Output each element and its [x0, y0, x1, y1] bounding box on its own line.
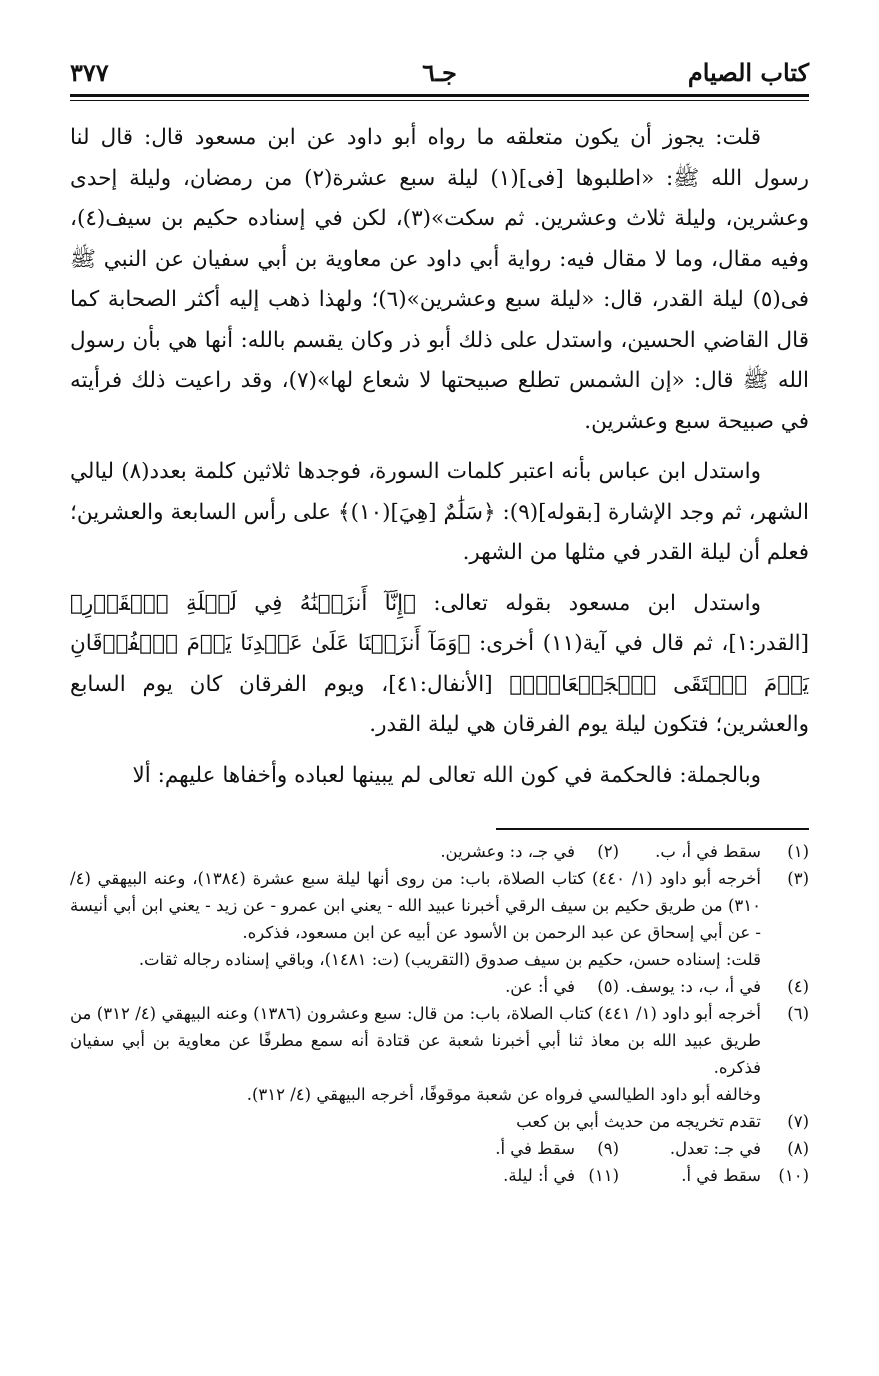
footnote-7: [70, 1108, 809, 1135]
footnote-row-1-2: [70, 838, 809, 865]
footnote-number: (١٠): [778, 1166, 809, 1185]
footnote-3: [70, 865, 809, 946]
footnote-text: سقط في أ.: [495, 1139, 575, 1158]
footnote-text: سقط في أ، ب.: [655, 842, 761, 861]
footnote-number: (٣): [787, 869, 809, 888]
footnote-2: [440, 838, 619, 865]
footnote-text: في أ: ليلة.: [503, 1166, 575, 1185]
footnote-3-comment: [70, 946, 809, 973]
footnote-separator: [496, 828, 809, 830]
footnote-number: (٦): [787, 1004, 809, 1023]
footnote-text: تقدم تخريجه من حديث أبي بن كعب: [516, 1112, 761, 1131]
running-title: كتاب الصيام: [687, 58, 809, 87]
footnote-6-comment: [70, 1081, 809, 1108]
page-number: ٣٧٧: [70, 58, 109, 87]
footnote-number: (١١): [588, 1166, 619, 1185]
footnote-1: [619, 838, 809, 865]
footnote-number: (٢): [597, 842, 619, 861]
footnote-5: [505, 973, 619, 1000]
header-rule-thin: [70, 100, 809, 101]
footnote-number: (٥): [597, 977, 619, 996]
footnote-text: أخرجه أبو داود (١/ ٤٤١) كتاب الصلاة، باب: من قال: سبع وعشرون (١٣٨٦) وعنه البيهقي (٤/ ٣١٢) من طريق عبيد الله بن معاذ ثنا أبي أخبرنا شعبة عن قتادة أنه سمع مطرفًا عن معاوية بن أبي سفيان فذكره.: [70, 1004, 761, 1077]
footnote-number: (٧): [787, 1112, 809, 1131]
paragraph-2: واستدل ابن عباس بأنه اعتبر كلمات السورة، فوجدها ثلاثين كلمة بعدد(٨) ليالي الشهر، ثم وجد الإشارة [بقوله](٩): ﴿سَلَٰمٌ [هِيَ](١٠)﴾ على رأس السابعة والعشرين؛ فعلم أن ليلة القدر في مثلها من الشهر.: [70, 459, 809, 565]
footnote-row-10-11: [70, 1162, 809, 1189]
footnote-text: سقط في أ.: [681, 1166, 761, 1185]
footnote-text: في أ، ب، د: يوسف.: [625, 977, 761, 996]
header-rule-thick: [70, 94, 809, 97]
footnote-9: [495, 1135, 619, 1162]
footnotes: [70, 838, 809, 1189]
paragraph-3: واستدل ابن مسعود بقوله تعالى: ﴿إِنَّآ أَنزَلۡنَٰهُ فِي لَيۡلَةِ ٱلۡقَدۡرِ﴾ [القدر:١]، ثم قال في آية(١١) أخرى: ﴿وَمَآ أَنزَلۡنَا عَلَىٰ عَبۡدِنَا يَوۡمَ ٱلۡفُرۡقَانِ يَوۡمَ ٱلۡتَقَى ٱلۡجَمۡعَانِۗ﴾ [الأنفال:٤١]، ويوم الفرقان كان يوم السابع والعشرين؛ فتكون ليلة يوم الفرقان هي ليلة القدر.: [70, 590, 809, 737]
paragraph-1: قلت: يجوز أن يكون متعلقه ما رواه أبو داود عن ابن مسعود قال: قال لنا رسول الله ﷺ: «اطلبوها [فى](١) ليلة سبع عشرة(٢) من رمضان، وليلة إحدى وعشرين، وليلة ثلاث وعشرين. ثم سكت»(٣)، لكن في إسناده حكيم بن سيف(٤)، وفيه مقال، وما لا مقال فيه: رواية أبي داود عن معاوية بن أبي سفيان عن النبي ﷺ فى(٥) ليلة القدر، قال: «ليلة سبع وعشرين»(٦)؛ ولهذا ذهب إليه أكثر الصحابة كما قال القاضي الحسين، واستدل على ذلك أبو ذر وكان يقسم بالله: أنها هي بأن رسول الله ﷺ قال: «إن الشمس تطلع صبيحتها لا شعاع لها»(٧)، وقد راعيت ذلك فرأيته في صبيحة سبع وعشرين.: [70, 125, 810, 434]
footnote-6: [70, 1000, 809, 1081]
footnote-number: (٤): [787, 977, 809, 996]
footnote-number: (٨): [787, 1139, 809, 1158]
footnote-text: في جـ، د: وعشرين.: [440, 842, 575, 861]
footnote-text: في جـ: تعدل.: [669, 1139, 761, 1158]
page-header: [70, 52, 809, 94]
footnote-8: [619, 1135, 809, 1162]
footnote-10: [619, 1162, 809, 1189]
footnote-text: في أ: عن.: [505, 977, 575, 996]
footnote-text: وخالفه أبو داود الطيالسي فرواه عن شعبة موقوفًا، أخرجه البيهقي (٤/ ٣١٢).: [246, 1085, 761, 1104]
footnote-number: (١): [787, 842, 809, 861]
footnote-4: [619, 973, 809, 1000]
footnote-11: [503, 1162, 619, 1189]
volume-label: جـ٦: [422, 58, 457, 87]
paragraph-4: وبالجملة: فالحكمة في كون الله تعالى لم يبينها لعباده وأخفاها عليهم: ألا: [132, 762, 761, 788]
footnote-text: أخرجه أبو داود (١/ ٤٤٠) كتاب الصلاة، باب: من روى أنها ليلة سبع عشرة (١٣٨٤)، وعنه البيهقي (٤/ ٣١٠) من طريق حكيم بن سيف الرقي أخبرنا عبيد الله - يعني ابن عمرو - عن زيد - يعني ابن أبي أنيسة - عن أبي إسحاق عن عبد الرحمن بن الأسود عن أبيه عن ابن مسعود، فذكره.: [70, 869, 761, 942]
footnote-row-4-5: [70, 973, 809, 1000]
footnote-text: قلت: إسناده حسن، حكيم بن سيف صدوق (التقريب) (ت: ١٤٨١)، وباقي إسناده رجاله ثقات.: [138, 950, 761, 969]
main-text: [70, 118, 809, 806]
footnote-number: (٩): [597, 1139, 619, 1158]
footnote-row-8-9: [70, 1135, 809, 1162]
